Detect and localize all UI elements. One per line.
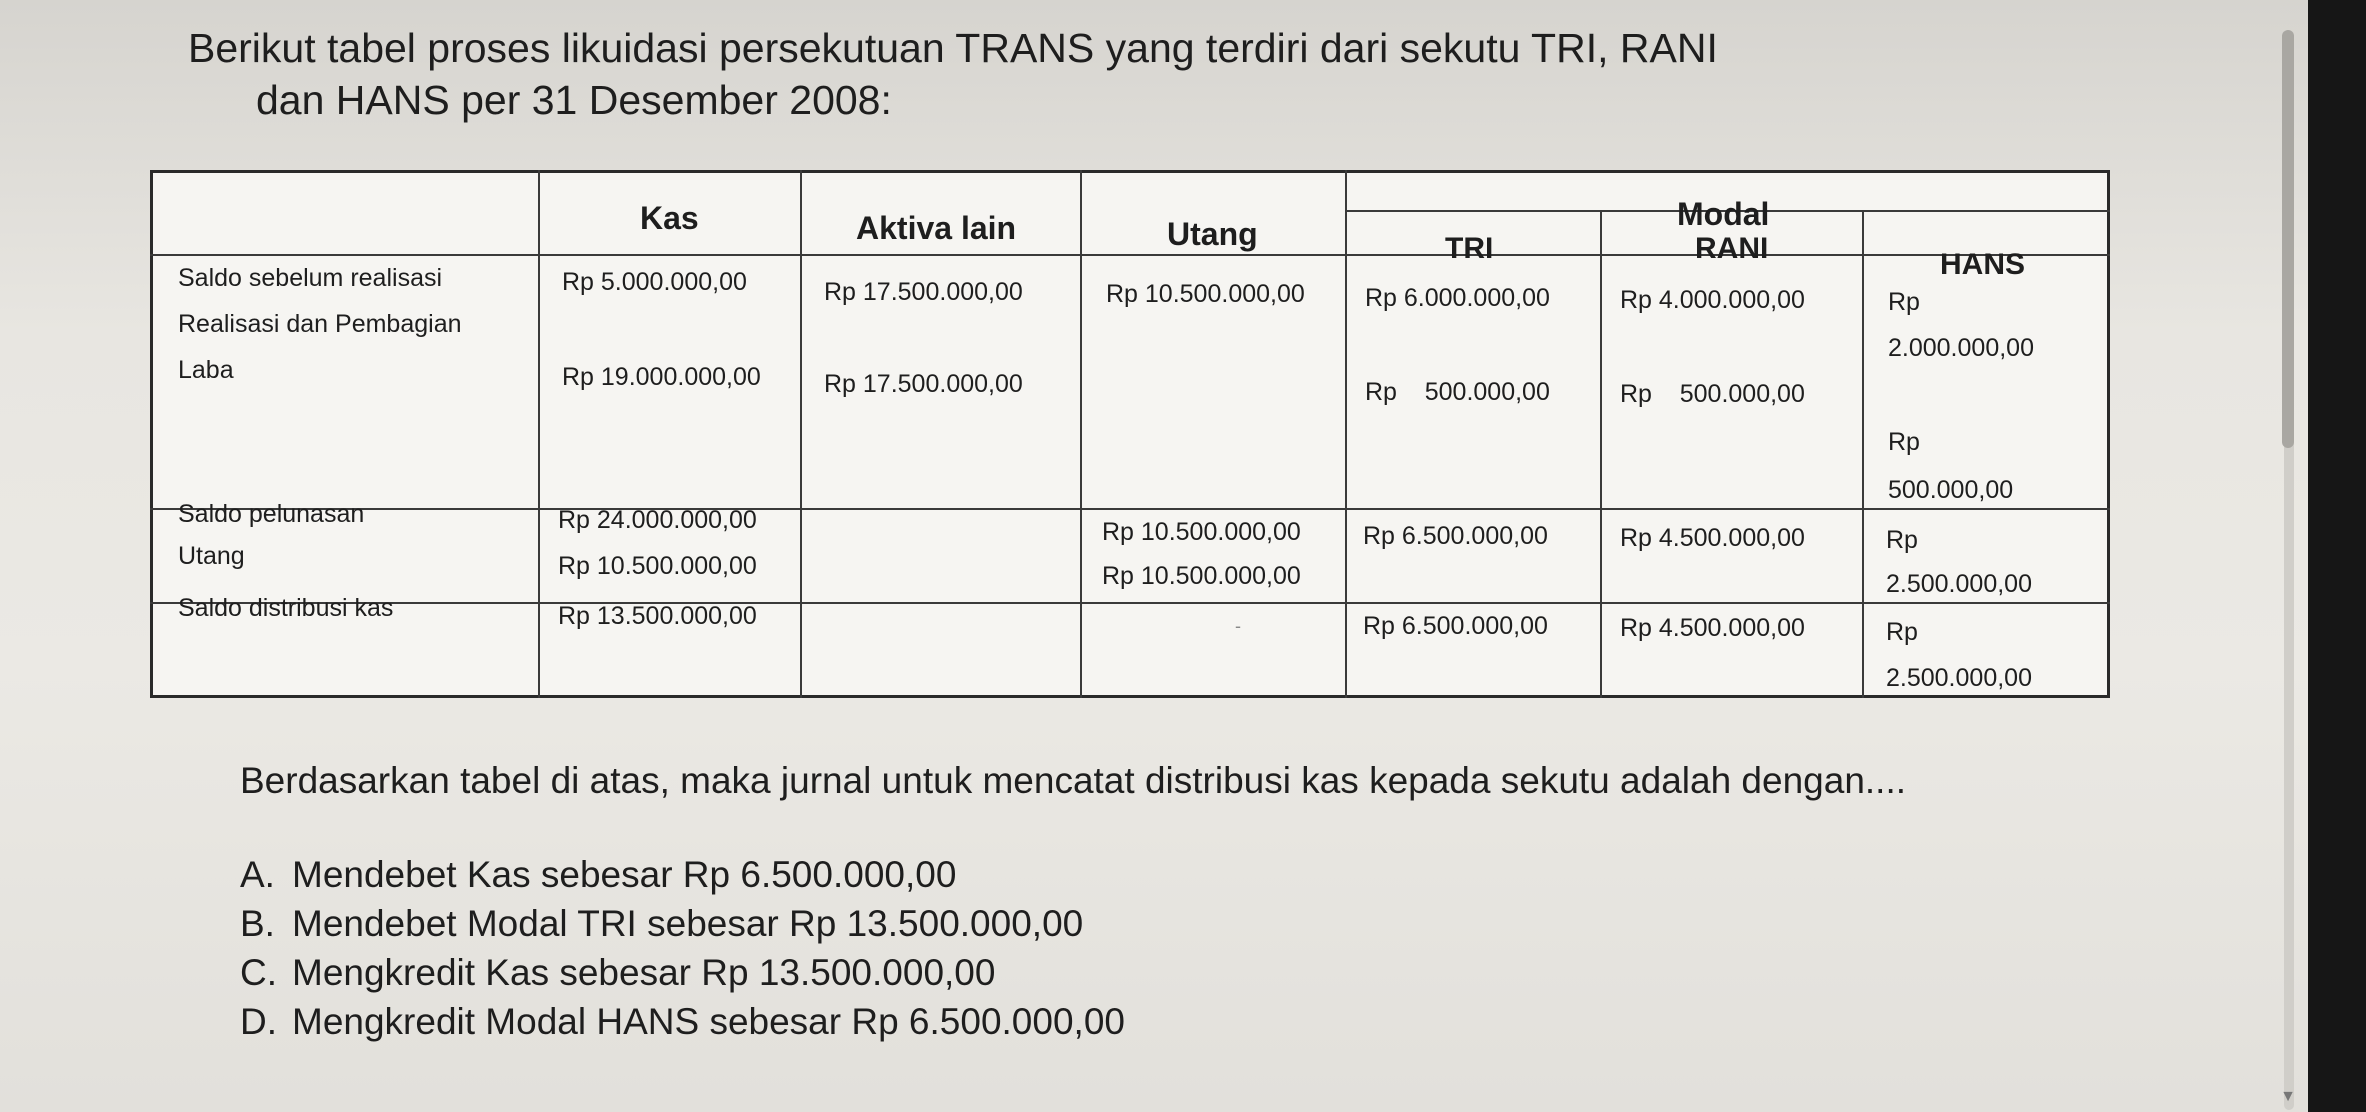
table-divider [150, 508, 2110, 510]
option-b[interactable] [240, 899, 1125, 948]
answer-options [240, 850, 1125, 1046]
screen-bezel [2308, 0, 2366, 1112]
table-background [150, 170, 2110, 698]
header-hans: HANS [1940, 248, 2026, 281]
cell-hans-value: 500.000,00 [1888, 476, 2014, 504]
table-divider [1345, 170, 1347, 698]
intro-text [188, 22, 1718, 126]
cell-utang: Rp 10.500.000,00 [1106, 280, 1305, 308]
cell-rani: Rp 4.500.000,00 [1620, 524, 1805, 552]
option-text: Mengkredit Modal HANS sebesar Rp 6.500.000,00 [292, 1001, 1125, 1042]
row-label: Utang [178, 542, 245, 570]
cell-hans-value: 2.500.000,00 [1886, 570, 2032, 598]
cell-hans-rp: Rp [1886, 526, 1918, 554]
header-utang: Utang [1167, 216, 1258, 252]
cell-hans-rp: Rp [1886, 618, 1918, 646]
header-tri: TRI [1445, 232, 1494, 265]
option-text: Mendebet Kas sebesar Rp 6.500.000,00 [292, 854, 957, 895]
option-letter: A. [240, 854, 275, 895]
table-divider [150, 602, 2110, 604]
cell-kas: Rp 24.000.000,00 [558, 506, 757, 534]
cell-utang: Rp 10.500.000,00 [1102, 518, 1301, 546]
cell-kas: Rp 13.500.000,00 [558, 602, 757, 630]
table-divider [800, 170, 802, 698]
cell-kas: Rp 19.000.000,00 [562, 363, 761, 391]
cell-hans-rp: Rp [1888, 288, 1920, 316]
table-divider [1600, 210, 1602, 698]
cell-tri: Rp 6.500.000,00 [1363, 522, 1548, 550]
header-modal: Modal [1677, 196, 1770, 232]
option-a[interactable] [240, 850, 1125, 899]
intro-line-1: Berikut tabel proses likuidasi persekutuan TRANS yang terdiri dari sekutu TRI, RANI [188, 25, 1718, 71]
option-letter: C. [240, 952, 277, 993]
cell-aktiva: Rp 17.500.000,00 [824, 278, 1023, 306]
table-divider [538, 170, 540, 698]
liquidation-table [150, 170, 2110, 698]
table-divider [1080, 170, 1082, 698]
header-kas: Kas [640, 200, 699, 236]
cell-tri: Rp 6.500.000,00 [1363, 612, 1548, 640]
row-label: Saldo sebelum realisasi [178, 264, 443, 292]
table-divider [1862, 210, 1864, 698]
cell-rani: Rp 500.000,00 [1620, 380, 1805, 408]
cell-rani: Rp 4.500.000,00 [1620, 614, 1805, 642]
row-label: Saldo distribusi kas [178, 594, 394, 622]
option-text: Mengkredit Kas sebesar Rp 13.500.000,00 [292, 952, 996, 993]
option-c[interactable] [240, 948, 1125, 997]
row-label: Laba [178, 356, 234, 384]
cell-utang: - [1235, 616, 1241, 636]
cell-hans-value: 2.000.000,00 [1888, 334, 2034, 362]
row-label: Realisasi dan Pembagian [178, 310, 462, 338]
question-text: Berdasarkan tabel di atas, maka jurnal untuk mencatat distribusi kas kepada sekutu adalah dengan.... [240, 760, 1907, 801]
option-letter: D. [240, 1001, 277, 1042]
cell-utang: Rp 10.500.000,00 [1102, 562, 1301, 590]
intro-line-2: dan HANS per 31 Desember 2008: [256, 77, 892, 123]
cell-kas: Rp 10.500.000,00 [558, 552, 757, 580]
option-text: Mendebet Modal TRI sebesar Rp 13.500.000,00 [292, 903, 1084, 944]
cell-hans-rp: Rp [1888, 428, 1920, 456]
cell-tri: Rp 500.000,00 [1365, 378, 1550, 406]
cell-aktiva: Rp 17.500.000,00 [824, 370, 1023, 398]
table-divider [150, 254, 2110, 256]
scrollbar-thumb[interactable] [2282, 30, 2294, 448]
option-letter: B. [240, 903, 275, 944]
cell-rani: Rp 4.000.000,00 [1620, 286, 1805, 314]
cell-kas: Rp 5.000.000,00 [562, 268, 747, 296]
cell-hans-value: 2.500.000,00 [1886, 664, 2032, 692]
cell-tri: Rp 6.000.000,00 [1365, 284, 1550, 312]
scroll-down-arrow-icon[interactable]: ▼ [2280, 1088, 2296, 1105]
header-aktiva-lain: Aktiva lain [856, 210, 1017, 246]
row-label: Saldo pelunasan [178, 500, 365, 528]
header-rani: RANI [1695, 232, 1769, 265]
option-d[interactable] [240, 997, 1125, 1046]
